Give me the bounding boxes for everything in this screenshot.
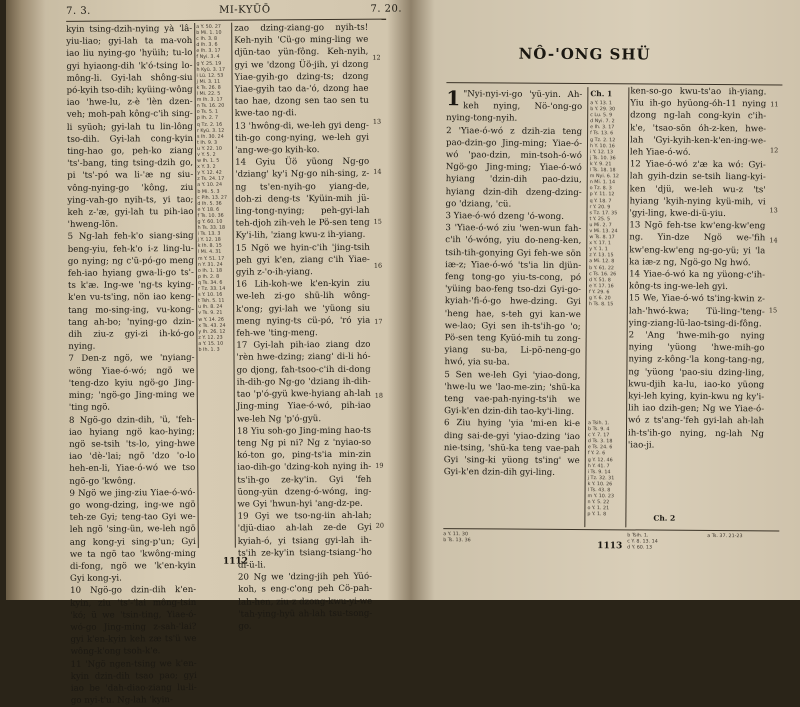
verse-block: 10 Ngö-go dzin-dih k'en-kyin, ziu 'ts'-'lai mông-tsin 'kó; ü we 'tsin-ting, Yiae-ó-wó-go Jing-ming z-sah-'lai? gyi k'en-kyin keh zæ ts'ü we wông-k'ong tsoh-k'e. (70, 585, 197, 658)
left-page (44, 0, 420, 707)
verse-number: 15 (373, 217, 382, 226)
right-page (427, 0, 793, 593)
verse-block: 3 Yiae-ó-wó dzeng 'ó-wong. (445, 211, 565, 222)
verse-block: 5 Sen we-leh Gyi 'yiao-dong, 'hwe-lu we 'lao-me-zin; 'shü-ka teng vae-pah-nying-ts'ih we Gyi-k'en dzin-dih tao-ky'i-ling. (444, 369, 581, 418)
verse-number: 12 (372, 53, 381, 62)
book-name-header: MI-KYŪŌ (219, 4, 271, 16)
verse-line-numbers (372, 22, 390, 547)
verse-block: 15 Ngö we hyin-c'ih 'jing-tsih peh gyi k'en, ziang c'ih Yiae-gyih z-'o-ih-yiang. (235, 242, 370, 278)
verse-number: 15 (768, 306, 778, 315)
verse-block: 16 Lih-koh-we k'en-kyin ziu we-leh zi-go shü-lih wông-k'ong; gyi-lah we 'yüong siu meng nying-ts cü-pó, 'ró yia feh-we 'ting-meng. (235, 278, 371, 339)
verse-block: ken-so-go kwu-ts'ao ih-yiang. Yiu ih-go hyüong-óh-11 nying dzong ng-lah cong-kyin c'ih-k'e, 'tsao-sön óh-z-ken, hwe-lah 'Gyi-kyih-ken-k'en-ing-we-leh Yiae-ó-wó. (629, 86, 767, 158)
text-column-b (627, 85, 766, 526)
cross-references-lower (587, 421, 626, 516)
verse-number: 14 (373, 167, 382, 176)
verse-number: 18 (374, 391, 384, 400)
verse-block: 13 'hwông-di, we-leh gyi deng-tih-go cong-nying, we-leh gyi 'ang-we-go kyih-ko. (234, 120, 370, 156)
reference-list: a Tsih. 1. b Ts. 9. 4 c Y. 7. 17 d Ts. 3. 18 e Ts. 24. 6 f Y. 2. 6 g Y. 12. 46 h Y. 41. 7 i Ts. 9. 14 j Tz. 32. 31 k Y. 10. 26 l Ts. 43. 8 m Y. 10. 23 n Y. 5. 22 o Y. 1. 21 p Y. 1. 8 (587, 421, 615, 518)
verse-line-numbers (767, 86, 784, 526)
footnotes-c: a Ts. 37. 21-23 (707, 533, 743, 540)
verse-block: zao dzing-ziang-go nyih-ts! Keh-nyih 'Cü-go ming-ling we djün-tao yün-fông. Keh-nyih, gyi we 'dzong Üö-jih, yi dzong Yiae-gyih-go dzing-ts; dzong Yiae-gyih tao da-'ó, dzong hae tao hae, dzong sen tao sen tu kwe-tao ng-di. (234, 22, 369, 120)
verse-block: 14 Yiae-ó-wó ka ng yüong-c'ih-kông-ts ing-we-leh gyi. (628, 269, 766, 293)
verse-block: 13 Ngö feh-tse kw'eng-kw'eng ng. Yin-dze Ngö we-'fih kw'eng-kw'eng ng-go-yü; yi 'la ka iæ-z ng, Ngö-go Ng hwó. (629, 220, 766, 269)
verse-block: 9 Ngö we jing-ziu Yiae-ó-wó-go wong-dzing, ing-we ngö teh-ze Gyi; teng-tao Gyi we-leh ngö 'sing-ün, we-leh ngö ang kong-yi sing-p'un; Gyi we ta ngö tao 'kwông-ming di-fong, ngö we 'k'en-kyin Gyi kong-yi. (69, 487, 196, 584)
verse-block: 18 Yiu soh-go Jing-ming hao-ts teng Ng pi ni? Ng z 'nyiao-so kó-ton go, ping-ts'ia min-zin iao-dih-go 'dzing-koh nying ih-ts'ih-go ze-ky'in. Gyi 'feh üong-yün dzeng-ó-wóng, ing-we Gyi 'hwun-hyi 'ang-dz-pe. (236, 425, 372, 510)
text-column-a (443, 88, 582, 529)
footnote-rule (443, 528, 779, 531)
title-rule (446, 82, 782, 85)
verse-number: 16 (373, 261, 383, 270)
verse-number: 14 (769, 236, 778, 245)
verse-block: 8 Ngö-go dzin-dih, 'ü, 'feh-iao hyiang ngö kao-hying; ngö se-tsih 'ts-lo, ying-hwe iao 'dè-'lai; ngö 'dzo 'o-lo heh-en-li, Yiae-ó-wó we tso ngö-go 'kwông. (68, 414, 196, 487)
verse-block: 19 Gyi we tso-ng-iin ah-lah; 'djü-diao ah-lah ze-de Gyi kyiah-ó, yi tsiang gyi-lah ih-ts'ih ze-ky'in tsiang-tsiang-'ho di-ü-li. (237, 510, 372, 571)
verse-block: 14 Gyiu Üö yüong Ng-go 'dziang' ky'i Ng-go nih-sing, z-ng ts'en-nyih-go yiang-de, doh-zi deng-ts 'Kyüin-mih jü-ling-tong-nying; peh-gyi-lah teh-djoh zih-veh le Pö-sen teng Ky'i-lih, 'ziang kwu-z ih-yiang. (235, 156, 370, 242)
verse-number: 20 (375, 521, 384, 530)
verse-block: 15 We, Yiae-ó-wó ts'ing-kwin z-lah-'hwó-kwa; Tü-ling-'teng-ying-ziang-lü-lao-tsing-di-fông. (628, 293, 765, 330)
cross-references (589, 101, 629, 331)
footnotes-b: b Tsih. 1. c Y. 8. 13. 14 d Y. 60. 13 (627, 533, 658, 551)
reference-list: a Y. 50. 27 b Mi. 1. 10 c Ih. 3. 8 d Ih. 3. 6 e Ih. 3. 17 f Nyi. 3. 4 g Y. 25. 19 h Kyü. 3. 17 i Lü. 12. 53 j Mi. 3. 11 k Ts. 26. 8 l Mi. 22. 5 m Ih. 3. 17 n Ts. 16. 20 o Ts. 5. 1 p Ih. 2. 7 q Tz. 2. 16 r Kyü. 3. 12 s Ih. 30. 24 t Ih. 9. 3 u Y. 22. 10 v Y. 5. 2 w Ih. 1. 5 x Y. 3. 2 y Y. 12. 42 z Ts. 24. 17 a Y. 10. 24 b Mi. 5. 3 c Pih. 13. 27 d Ih. 5. 36 e Y. 18. 6 f Ts. 10. 36 g Y. 60. 10 h Ts. 33. 18 i Ts. 13. 3 j Y. 12. 18 k Ih. 8. 15 l Mi. 4. 31 m Y. 51. 17 n Y. 31. 24 o Ih. 1. 18 p Ih. 2. 8 q Ts. 34. 6 r Tz. 33. 14 s Y. 10. 16 t Tsh. 5. 11 u Ih. 8. 24 v Ts. 9. 21 w Y. 14. 26 x Ts. 43. 24 y Ih. 26. 12 z Y. 12. 23 a Y. 15. 10 b Ih. 1. 3 (196, 24, 228, 353)
verse-block: "Nyi-nyi-vi-go 'yü-yin. Ah-keh nying, Nö-'ong-go nying-tong-nyih. (446, 89, 583, 125)
verse-block: 5 Ng-lah feh-k'o siang-sing beng-yiu, feh-k'o i-z ling-lu-go nying; ng c'ü-pó-go meng feh-iao hyiang gwa-li-go ts'-ts k'æ. Ing-we 'ng-ts kying-k'en vu-ts'ing, nön iao keng-tang mo-sing-ing, vu-kong-tang ah-bo; 'nying-go dzin-dih ziu-z gyi-zi ih-kó-go nying. (67, 231, 195, 353)
chapter-label: Ch. 1 (590, 89, 613, 99)
cross-references (196, 25, 233, 547)
verse-block: 20 Ng we 'dzing-jih peh Yüó-koh, s eng-c'ong peh Cö-pah-lah-hen, ziu-z dzong-kwu-yi-we 'tah-ying-hyü ah-lah tsu-tsong-go. (238, 571, 373, 632)
verse-number: 11 (770, 100, 779, 109)
verse-block: 7 Den-z ngö, we 'nyiang-wöng Yiae-ó-wó; ngö we 'teng-dzo kyiu ngö-go Jing-ming; 'ngö-go Jing-ming we 'ting ngö. (68, 353, 195, 414)
verse-block: 17 Gyi-lah pih-iao ziang dzo 'rèn hwe-dzing; ziang' di-li hó-go djong, fah-tsoo-c'ih di-dong ih-dih-go Ng-go 'dziang ih-dih-tao 'p'ó-gyü kwe-hyiang ah-lah Jing-ming Yiae-ó-wó, pih-iao we-leh Ng 'p'ó-gyü. (236, 340, 371, 425)
book-title: NÔ-'ONG SHÜ (518, 44, 651, 64)
chapter-number: 1 (446, 86, 461, 111)
verse-block: 2 'Yiae-ó-wó z dzih-zia teng pao-dzin-go Jing-ming; Yiae-ó-wó 'pao-dzin, min-tsoh-ó-wó Ngö-go Jing-ming; Yiae-ó-wó hyiang 'dzin-dih pao-dziu, hyiang dzin-dih dzeng-dzing-go 'dziang, 'cü. (445, 125, 583, 210)
verse-block: 11 'Ngö ngen-tsing we k'en-kyin dzin-dih tsao pao; gyi iao be 'dah-diao-ziang lu-li-go nyi-t'u. Ng-lah 'kyin- (70, 658, 197, 707)
verse-block: 3 'Yiae-ó-wó ziu 'wen-wun fah-c'ih 'ó-wóng, yiu do-neng-ken, tsih-tih-gonying Gyi feh-we sön iæ-z; Yiae-ó-wó 'ts'ia lin djün-feng tong-go yiu-ts-cong, pó 'yüing bao-feng tso-dzi Gyi-go-kyiah-'fi-ó-go hwe-dzing. Gyi 'heng hae, s-teh gyi kan-we we-lao; Gyi sen ih-ts'ih-go 'o; Pö-sen teng Kyüó-mih tu zong-yiang su-ba, Li-pö-neng-go hwó, yia su-ba. (444, 223, 582, 369)
verse-number: 19 (375, 461, 384, 470)
chapter-verse-end: 7. 20. (370, 3, 403, 15)
verse-number: 13 (372, 117, 382, 126)
verse-number: 13 (769, 206, 778, 215)
open-book (6, 0, 800, 707)
text-column-a (66, 23, 197, 707)
page-number-left: 1112 (222, 556, 249, 567)
verse-block: 12 Yiae-ó-wó z'æ ka wó: Gyi-lah gyih-dzin se-tsih liang-kyi-ken 'djü, we-leh wu-z 'ts' hyiang 'kyih-nying kyü-mih, vi 'gyi-ling, kwe-di-ü-yiu. (629, 159, 766, 220)
verse-block: 2 'Ang 'hwe-mih-go nying nying 'yüong 'hwe-mih-go nying z-kông-'la kong-tang-ng, ng 'yüong 'pao-siu dzing-ling, kwu-djih ka-lu, iao-ko yüong kyi-leh kying, kyin-kwu ng ky'i-lih iao dzih-gen; Ng we Yiae-ó-wó z ts'ang-'feh gyi-lah ah-lah ih-ts'ih-go nying, ng-lah Ng 'iao-ji. (627, 330, 765, 451)
verse-number: 12 (769, 146, 779, 155)
page-number-right: 1113 (597, 541, 623, 552)
chapter-label-2: Ch. 2 (653, 513, 676, 523)
verse-block: 6 Ziu hying 'yia 'mi-en ki-e ding sai-de-gyi 'yiao-dzing 'iao nie-tsing, 'shü-ka teng vae-pah Gyi 'sing-ki yüong ts'ing' we Gyi-k'en dzin-dih gyi-ling. (443, 418, 581, 479)
chapter-verse-start: 7. 3. (66, 5, 91, 17)
verse-block: kyin tsing-dzih-nying yà 'lâ-yiu-liao; gyi-lah ta ma-voh iao liu nying-go 'hyüih; tu-lo gyi hyiaong-dih 'k'ó-tsing lo-mông-li. Gyi-lah shông-siu pó-kyih tso-dih; kyüing-wông iao 'hwe-lu, z-è 'lèn dzen-veh; moh-pah kông-c'ih sing-li syüoh; gyi-lah tu lin-lông tso-dih. Gyi-lah cong-kyin ting-hao go, peh-ko ziang 'ts'-bang, ting tsing-dzih go, pi 'ts'-pó wa li-'æ ng siu-vông-nying-go 'kông, ziu ying-vah-go nyih-ts, yi tao; keh z-'æ, gyi-lah tu pih-iao 'hweng-lön. (66, 23, 194, 231)
reference-list: a Y. 13. 1 b Y. 29. 30 c Lu. 5. 9 d Nyi. 7. 2 e Ih. 3. 17 f Ts. 13. 6 g Tz. 2. 12 h Y. 10. 16 i Y. 12. 13 j Ts. 10. 36 k Y. 9. 21 l Ts. 18. 18 m Nyi. 6. 12 n Mi. 1. 14 o Tz. 8. 3 p Y. 11. 12 q Y. 18. 7 r Y. 20. 9 s Tz. 17. 35 t Y. 25. 5 u Mi. 2. 7 v Mi. 13. 24 w Ts. 8. 17 x Y. 17. 1 y Y. 1. 1 z Y. 13. 15 a Mi. 12. 8 b Y. 61. 22 c Ts. 16. 26 d Y. 51. 8 e Y. 17. 16 f Y. 29. 6 g Y. 6. 20 h Ts. 8. 15 (588, 101, 620, 308)
verse-number: 17 (374, 317, 383, 326)
running-head-left (44, 3, 416, 20)
footnotes-a: a Y. 11. 30 b Ts. 13. 36 (443, 532, 471, 544)
